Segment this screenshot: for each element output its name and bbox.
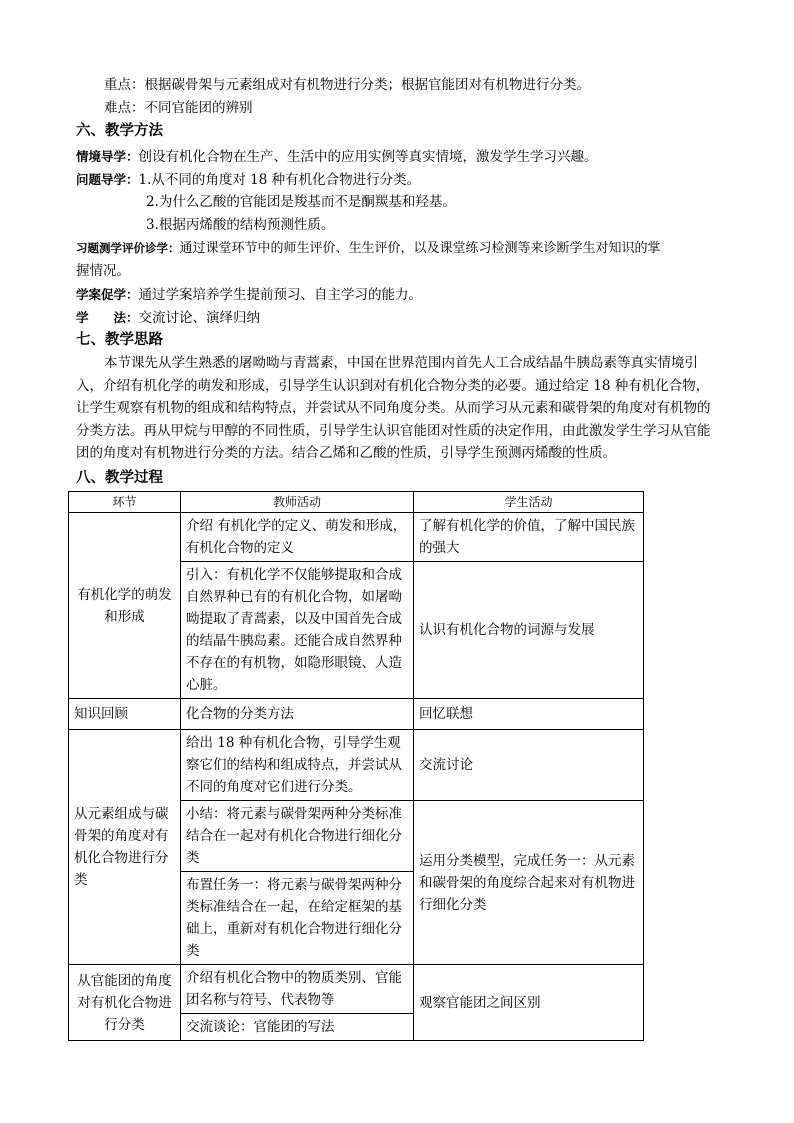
method-question bbox=[76, 169, 420, 191]
student-activity: 观察官能团之间区别 bbox=[414, 965, 644, 1041]
teacher-activity: 化合物的分类方法 bbox=[181, 699, 414, 730]
teacher-activity: 引入：有机化学不仅能够提取和合成自然界种已有的有机化合物，如屠呦呦提取了青蒿素，以及中国首先合成的结晶牛胰岛素。还能合成自然界种不存在的有机物，如隐形眼镜、人造心脏。 bbox=[181, 562, 414, 699]
student-activity: 交流讨论 bbox=[414, 730, 644, 801]
method-text: 交流讨论、演绎归纳 bbox=[138, 310, 261, 326]
method-label: 情境导学： bbox=[76, 149, 139, 164]
method-label: 问题导学： bbox=[76, 172, 139, 187]
method-label: 学 法： bbox=[76, 310, 139, 325]
question-3: 3.根据丙烯酸的结构预测性质。 bbox=[146, 217, 335, 233]
teacher-activity: 介绍有机化合物中的物质类别、官能团名称与符号、代表物等 bbox=[181, 965, 414, 1014]
teacher-activity: 交流谈论：官能团的写法 bbox=[181, 1014, 414, 1041]
method-text: 创设有机化合物在生产、生活中的应用实例等真实情境，激发学生学习兴趣。 bbox=[138, 149, 598, 165]
method-text: 通过学案培养学生提前预习、自主学习的能力。 bbox=[138, 287, 423, 303]
student-activity: 了解有机化学的价值，了解中国民族的强大 bbox=[414, 513, 644, 562]
teacher-activity: 介绍 有机化学的定义、萌发和形成，有机化合物的定义 bbox=[181, 513, 414, 562]
method-label: 学案促学： bbox=[76, 287, 139, 302]
method-situational bbox=[76, 146, 598, 168]
teaching-process-table bbox=[68, 491, 644, 1041]
method-evaluation-cont: 握情况。 bbox=[76, 263, 130, 279]
teaching-idea-paragraph: 本节课先从学生熟悉的屠呦呦与青蒿素，中国在世界范围内首先人工合成结晶牛胰岛素等真实情境引入，介绍有机化学的萌发和形成，引导学生认识到对有机化合物分类的必要。通过给定 18 种有机化合物，让学生观察有机物的组成和结构特点，并尝试从不同角度分类。从而学习从元素和碳骨架的角度对有机物的分类方法。再从甲烷与甲醇的不同性质，引导学生认识官能团对性质的决定作用，由此激发学生学习从官能团的角度对有机物进行分类的方法。结合乙烯和乙酸的性质，引导学生预测丙烯酸的性质。 bbox=[76, 355, 711, 461]
method-label: 习题测学评价诊学： bbox=[76, 241, 180, 255]
table-row bbox=[69, 513, 644, 562]
method-evaluation bbox=[76, 238, 661, 259]
method-text: 通过课堂环节中的师生评价、生生评价，以及课堂练习检测等来诊断学生对知识的掌 bbox=[179, 241, 661, 256]
question-2: 2.为什么乙酸的官能团是羧基而不是酮羰基和羟基。 bbox=[146, 194, 456, 210]
header-teacher: 教师活动 bbox=[181, 492, 414, 513]
table-row bbox=[69, 730, 644, 801]
header-stage: 环节 bbox=[69, 492, 181, 513]
section-7-title: 七、教学思路 bbox=[76, 332, 163, 348]
stage-cell: 有机化学的萌发和形成 bbox=[69, 513, 181, 699]
stage-cell: 知识回顾 bbox=[69, 699, 181, 730]
table-row bbox=[69, 965, 644, 1014]
teacher-activity: 布置任务一：将元素与碳骨架两种分类标准结合在一起，在给定框架的基础上，重新对有机化合物进行细化分类 bbox=[181, 872, 414, 965]
section-6-title: 六、教学方法 bbox=[76, 123, 163, 139]
student-activity: 回忆联想 bbox=[414, 699, 644, 730]
teacher-activity: 小结：将元素与碳骨架两种分类标准结合在一起对有机化合物进行细化分类 bbox=[181, 801, 414, 872]
teacher-activity: 给出 18 种有机化合物，引导学生观察它们的结构和组成特点，并尝试从不同的角度对它们进行分类。 bbox=[181, 730, 414, 801]
table-header-row bbox=[69, 492, 644, 513]
section-8-title: 八、教学过程 bbox=[76, 470, 163, 486]
stage-cell: 从官能团的角度对有机化合物进行分类 bbox=[69, 965, 181, 1041]
difficulty-point: 难点：不同官能团的辨别 bbox=[104, 100, 253, 116]
method-text: 1.从不同的角度对 18 种有机化合物进行分类。 bbox=[138, 172, 421, 188]
student-activity: 运用分类模型，完成任务一：从元素和碳骨架的角度综合起来对有机物进行细化分类 bbox=[414, 801, 644, 965]
table-row bbox=[69, 699, 644, 730]
key-point: 重点：根据碳骨架与元素组成对有机物进行分类；根据官能团对有机物进行分类。 bbox=[104, 77, 590, 93]
method-learning bbox=[76, 307, 260, 329]
stage-cell: 从元素组成与碳骨架的角度对有机化合物进行分类 bbox=[69, 730, 181, 965]
method-case bbox=[76, 284, 422, 306]
header-student: 学生活动 bbox=[414, 492, 644, 513]
student-activity: 认识有机化合物的词源与发展 bbox=[414, 562, 644, 699]
